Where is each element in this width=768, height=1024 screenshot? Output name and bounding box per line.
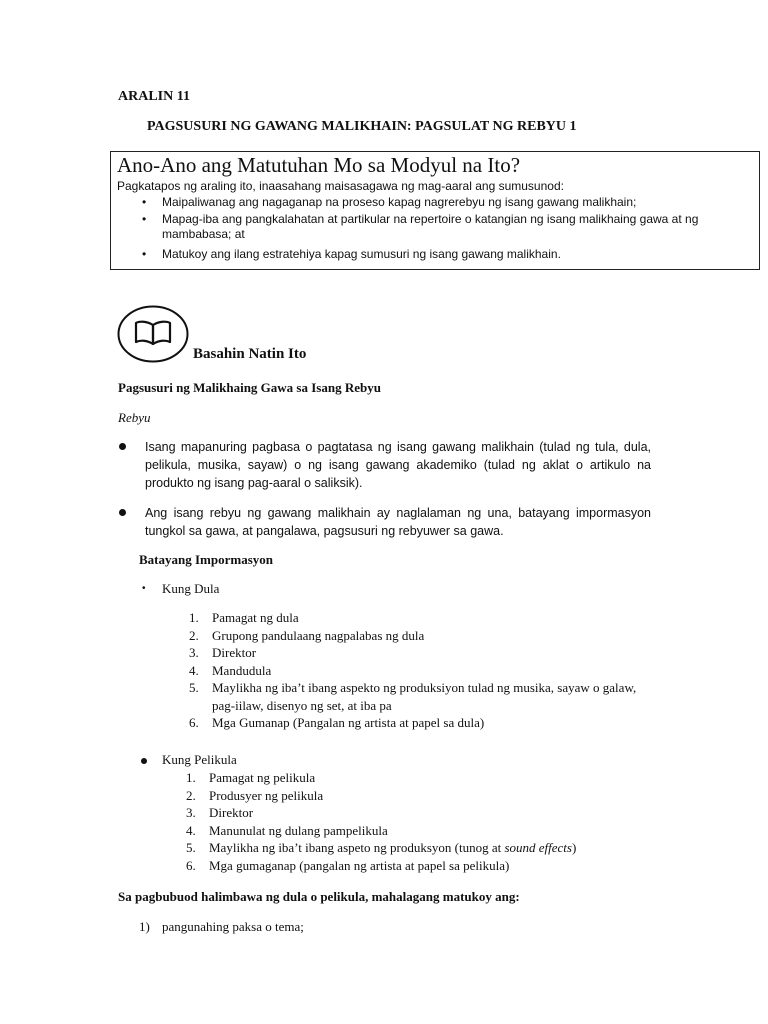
list-item: 5. Maylikha ng iba’t ibang aspekto ng produksiyon tulad ng musika, sayaw o galaw, pag-iilaw, disenyo ng set, at iba pa xyxy=(189,680,637,713)
list-item: 2. Produsyer ng pelikula xyxy=(186,787,324,803)
list-item: 6. Mga Gumanap (Pangalan ng artista at papel sa dula) xyxy=(189,715,485,730)
reading-heading: Basahin Natin Ito xyxy=(193,346,307,362)
basic-info-label: Batayang Impormasyon xyxy=(139,552,273,567)
bullet-icon: • xyxy=(142,212,147,226)
play-info-list xyxy=(189,609,659,732)
bullet-icon xyxy=(119,509,126,516)
bullet-icon: • xyxy=(142,195,147,209)
open-book-icon xyxy=(117,305,189,363)
review-label: Rebyu xyxy=(118,410,151,425)
list-item: • Maipaliwanag ang nagaganap na proseso kapag nagrerebyu ng isang gawang malikhain; xyxy=(142,195,637,209)
bullet-icon: • xyxy=(142,583,146,594)
summary-item: pangunahing paksa o tema; xyxy=(162,919,304,934)
review-content-paragraph: Ang isang rebyu ng gawang malikhain ay naglalaman ng una, batayang impormasyon tungkol sa gawa, at pangalawa, pagsusuri ng rebyuwer sa gawa. xyxy=(145,506,651,538)
list-item: 3. Direktor xyxy=(189,645,257,660)
film-label: Kung Pelikula xyxy=(162,752,237,767)
summary-number: 1) xyxy=(139,919,150,934)
section-title: Pagsusuri ng Malikhaing Gawa sa Isang Rebyu xyxy=(118,380,381,395)
review-definition-paragraph: Isang mapanuring pagbasa o pagtatasa ng isang gawang malikhain (tulad ng tula, dula, pelikula, musika, sayaw) o ng isang gawang akademiko (tulad ng aklat o artikulo na produkto ng isang pag-aaral o saliksik). xyxy=(145,440,651,490)
play-label: Kung Dula xyxy=(162,581,220,596)
list-item: 1. Pamagat ng pelikula xyxy=(186,770,316,785)
objectives-intro: Pagkatapos ng araling ito, inaasahang maisasagawa ng mag-aaral ang sumusunod: xyxy=(117,179,564,193)
objectives-box xyxy=(110,151,760,270)
summary-heading: Sa pagbubuod halimbawa ng dula o pelikula, mahalagang matukoy ang: xyxy=(118,889,520,904)
list-item: 6. Mga gumaganap (pangalan ng artista at papel sa pelikula) xyxy=(186,857,510,873)
list-item: 4. Mandudula xyxy=(189,662,272,678)
objectives-list xyxy=(117,195,747,264)
bullet-icon xyxy=(119,443,126,450)
list-item: 2. Grupong pandulaang nagpalabas ng dula xyxy=(189,627,425,643)
lesson-label: ARALIN 11 xyxy=(118,89,190,104)
italic-term: sound effects xyxy=(504,840,572,855)
objectives-heading: Ano-Ano ang Matutuhan Mo sa Modyul na Ito? xyxy=(117,153,521,177)
list-item: 5. Maylikha ng iba’t ibang aspeto ng produksyon (tunog at sound effects) xyxy=(186,840,577,855)
bullet-icon: • xyxy=(142,247,147,261)
bullet-icon xyxy=(141,758,147,764)
lesson-title: PAGSUSURI NG GAWANG MALIKHAIN: PAGSULAT NG REBYU 1 xyxy=(147,119,577,134)
list-item: 1. Pamagat ng dula xyxy=(189,610,299,625)
list-item: • Mapag-iba ang pangkalahatan at partikular na repertoire o katangian ng isang malikhaing gawa at ng mambabasa; at xyxy=(142,212,699,241)
film-info-list xyxy=(186,769,656,874)
list-item: • Matukoy ang ilang estratehiya kapag sumusuri ng isang gawang malikhain. xyxy=(142,247,561,261)
list-item: 3. Direktor xyxy=(186,805,254,820)
list-item: 4. Manunulat ng dulang pampelikula xyxy=(186,822,388,838)
